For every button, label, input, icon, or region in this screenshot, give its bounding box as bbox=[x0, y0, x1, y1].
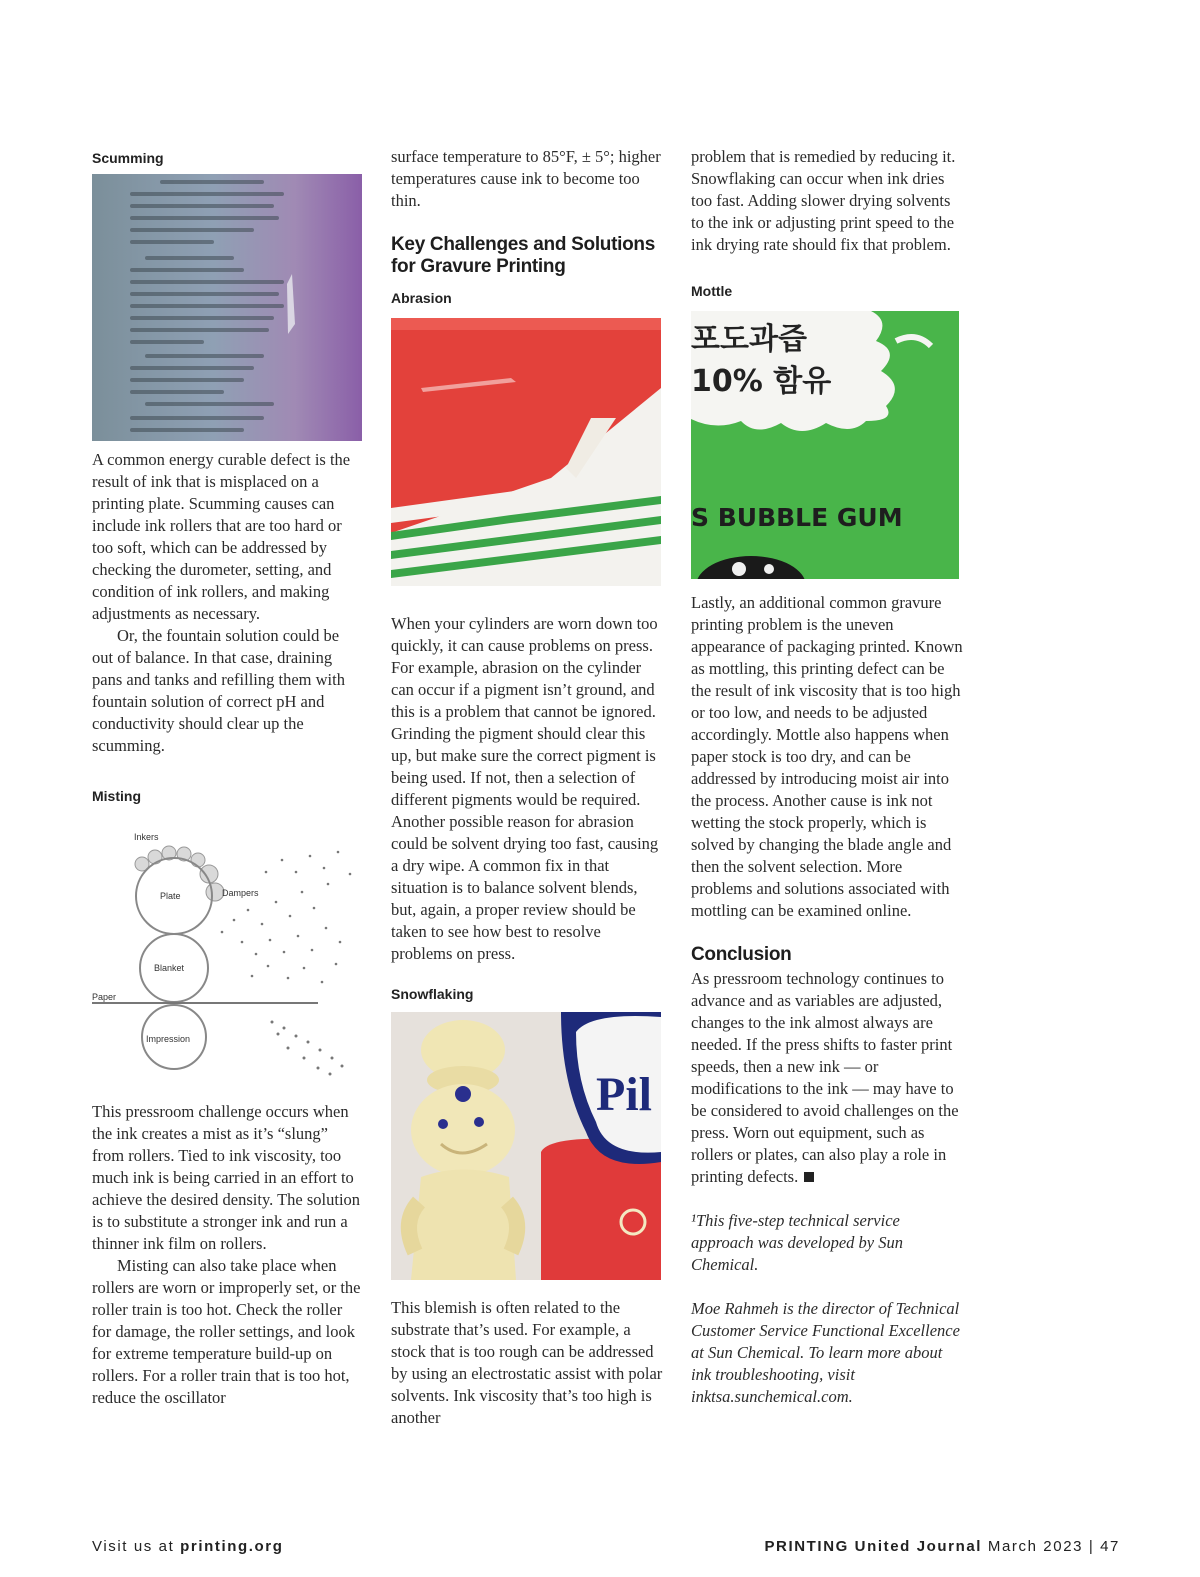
conclusion-paragraph bbox=[691, 968, 963, 1188]
continued-paragraph-col3: problem that is remedied by reducing it. Snowflaking can occur when ink dries too fast. Adding slower drying solvents to the ink or adjusting print speed to the ink drying rate should fix that problem. bbox=[691, 147, 956, 254]
snowflaking-image-text: Pil bbox=[596, 1068, 652, 1121]
mottle-image bbox=[691, 311, 959, 579]
footer-visit-text: Visit us at bbox=[92, 1538, 181, 1555]
diagram-blanket-text: Blanket bbox=[154, 963, 185, 973]
misting-label: Misting bbox=[92, 788, 141, 804]
mottle-paragraph: Lastly, an additional common gravure printing problem is the uneven appearance of packaging printed. Known as mottling, this printing defect can be the result of ink viscosity that is too high or too low, and needs to be adjusted accordingly. Mottle also happens when paper stock is too dry, and can be addressed by introducing moist air into the process. Another cause is ink not wetting the stock properly, which is solved by changing the blade angle and then the solvent selection. More problems and solutions associated with mottling can be examined online. bbox=[691, 593, 963, 920]
mottle-label: Mottle bbox=[691, 283, 733, 299]
column-2 bbox=[391, 146, 663, 1429]
abrasion-label: Abrasion bbox=[391, 290, 452, 306]
misting-paragraph-2: Misting can also take place when rollers are worn or improperly set, or the roller train is too hot. Check the roller for damage, the roller settings, and look for extreme temperature build-up on rollers. For a roller train that is too hot, reduce the oscillator bbox=[92, 1256, 361, 1407]
scumming-paragraph-1: A common energy curable defect is the result of ink that is misplaced on a printing plate. Scumming causes can include ink rollers that are too hard or too soft, which can be addressed by checking the durometer, setting, and condition of ink rollers, and making adjustments as necessary. bbox=[92, 450, 351, 623]
snowflaking-image bbox=[391, 1012, 661, 1280]
scumming-label: Scumming bbox=[92, 150, 164, 166]
diagram-plate-text: Plate bbox=[160, 891, 181, 901]
footer-publication: PRINTING United Journal bbox=[764, 1538, 983, 1555]
snowflaking-label: Snowflaking bbox=[391, 986, 474, 1002]
diagram-inkers-text: Inkers bbox=[134, 832, 159, 842]
misting-paragraph-1: This pressroom challenge occurs when the ink creates a mist as it’s “slung” from rollers. Tied to ink viscosity, too much ink is being carried in an effort to achieve the desired density. The solution is to substitute a stronger ink and run a thinner ink film on rollers. bbox=[92, 1102, 361, 1253]
diagram-paper-text: Paper bbox=[92, 992, 117, 1002]
footer-right bbox=[764, 1538, 1120, 1555]
snowflaking-paragraph: This blemish is often related to the substrate that’s used. For example, a stock that is too rough can be addressed by using an electrostatic assist with polar solvents. Ink viscosity that’s too high is another bbox=[391, 1298, 663, 1427]
footer-left bbox=[92, 1538, 283, 1555]
footer-site-link[interactable]: printing.org bbox=[180, 1538, 284, 1555]
abrasion-image bbox=[391, 318, 661, 586]
column-1 bbox=[92, 146, 364, 1409]
column-3 bbox=[691, 146, 963, 1408]
mottle-image-text-1: 포도과즙 bbox=[691, 322, 807, 357]
scumming-paragraph-2: Or, the fountain solution could be out of balance. In that case, draining pans and tanks and refilling them with fountain solution of correct pH and conductivity should clear up the scumming. bbox=[92, 626, 345, 755]
mottle-image-text-2: 10% 함유 bbox=[691, 364, 832, 399]
abrasion-paragraph: When your cylinders are worn down too quickly, it can cause problems on press. For example, abrasion on the cylinder can occur if a pigment isn’t ground, and this is a problem that cannot be ignored. Grinding the pigment should clear this up, but make sure the correct pigment is being used. If not, then a selection of different pigments would be required. Another possible reason for abrasion could be solvent drying too fast, causing a dry wipe. A common fix in that situation is to balance solvent blends, but, again, a proper review should be taken to see how best to resolve problems on press. bbox=[391, 614, 659, 963]
mottle-image-text-3: S BUBBLE GUM bbox=[691, 503, 903, 532]
misting-diagram bbox=[92, 812, 362, 1102]
diagram-dampers-text: Dampers bbox=[222, 888, 259, 898]
continued-paragraph: surface temperature to 85°F, ± 5°; higher temperatures cause ink to become too thin. bbox=[391, 147, 661, 210]
conclusion-heading: Conclusion bbox=[691, 944, 792, 965]
scumming-image bbox=[92, 174, 362, 441]
footnote: ¹This five-step technical service approach was developed by Sun Chemical. bbox=[691, 1211, 904, 1274]
author-bio: Moe Rahmeh is the director of Technical Customer Service Functional Excellence at Sun Chemical. To learn more about ink troubleshooting, visit inktsa.sunchemical.com. bbox=[691, 1299, 960, 1406]
diagram-impression-text: Impression bbox=[146, 1034, 191, 1044]
section-heading: Key Challenges and Solutions for Gravure Printing bbox=[391, 234, 655, 277]
conclusion-text: As pressroom technology continues to advance and as variables are adjusted, changes to the ink almost always are needed. If the press shifts to faster print speeds, then a new ink — or modifications to the ink — may have to be considered to avoid challenges on the press. Worn out equipment, such as rollers or plates, can also play a role in printing defects. bbox=[691, 969, 959, 1186]
end-mark bbox=[804, 1172, 814, 1182]
footer-issue-page: March 2023 | 47 bbox=[982, 1538, 1120, 1555]
